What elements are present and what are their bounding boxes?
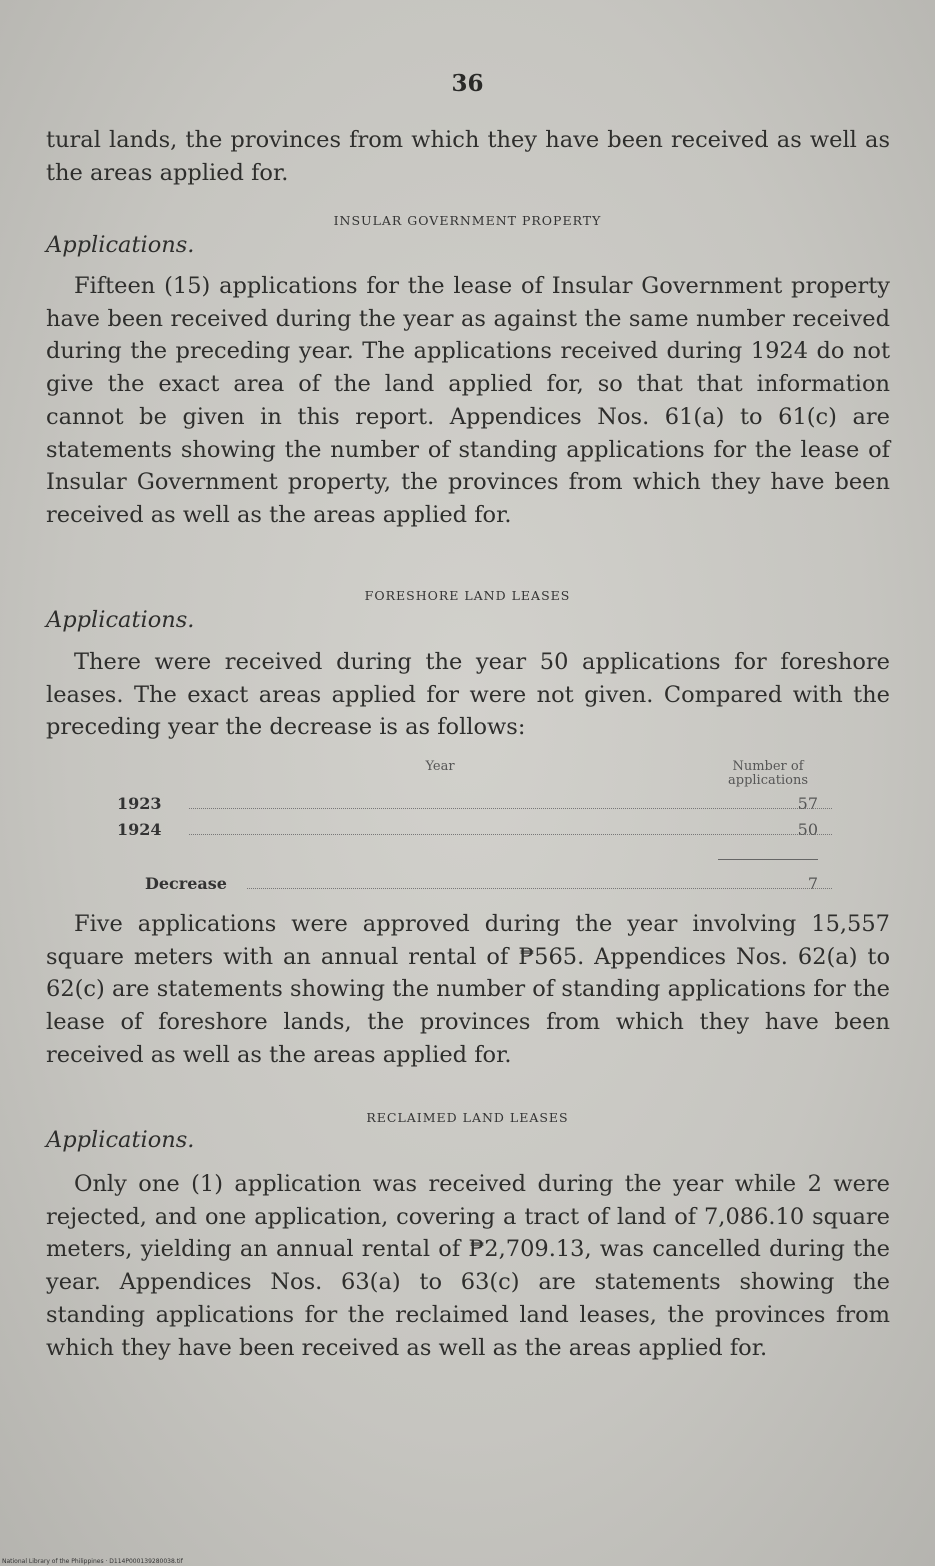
- dot-leader: [247, 888, 832, 889]
- table-total-rule: [718, 859, 818, 860]
- intro-paragraph: tural lands, the provinces from which they have been received as well as the areas applied for.: [46, 127, 890, 186]
- table-header-year: Year: [425, 759, 455, 774]
- foreshore-body-paragraph: There were received during the year 50 applications for foreshore leases. The exact areas applied for were not given. Compared with the preceding year the decrease is as follows:: [46, 649, 890, 741]
- dot-leader: [189, 808, 832, 809]
- page-number: 36: [451, 70, 484, 97]
- insular-body-paragraph: Fifteen (15) applications for the lease of Insular Government property have been received during the year as against the same number received during the preceding year. The applications received during 1924 do not give the exact area of the land applied for, so that that information cannot be given in this report. Appendices Nos. 61(a) to 61(c) are statements showing the number of standing applications for the lease of Insular Government property, the provinces from which they have been received as well as the areas applied for.: [46, 273, 890, 528]
- table-total-label: Decrease: [145, 874, 227, 893]
- subhead-foreshore-applications: Applications.: [46, 607, 195, 633]
- heading-insular-government-property: INSULAR GOVERNMENT PROPERTY: [333, 213, 602, 228]
- reclaimed-body-paragraph: Only one (1) application was received during the year while 2 were rejected, and one application, covering a tract of land of 7,086.10 square meters, yielding an annual rental of ₱2,709.13, was cancelled during the year. Appendices Nos. 63(a) to 63(c) are statements showing the standing applications for the reclaimed land leases, the provinces from which they have been received as well as the areas applied for.: [46, 1171, 890, 1361]
- table-row-value: 50: [797, 820, 818, 839]
- table-total-value: 7: [807, 874, 818, 893]
- table-row-label: 1924: [117, 820, 162, 839]
- table-row-value: 57: [797, 794, 818, 813]
- table-total-row: [117, 874, 820, 898]
- table-header-number-of-applications: Number of applications: [728, 759, 808, 788]
- scan-footer-credit: National Library of the Philippines · D114P000139280038.tif: [2, 1558, 183, 1565]
- subhead-reclaimed-applications: Applications.: [46, 1127, 195, 1153]
- heading-foreshore-land-leases: FORESHORE LAND LEASES: [364, 588, 571, 603]
- subhead-insular-applications: Applications.: [46, 232, 195, 258]
- table-row: [117, 820, 820, 844]
- foreshore-approvals-paragraph: Five applications were approved during the year involving 15,557 square meters with an annual rental of ₱565. Appendices Nos. 62(a) to 62(c) are statements showing the number of standing applications for the lease of foreshore lands, the provinces from which they have been received as well as the areas applied for.: [46, 911, 890, 1068]
- table-row: [117, 794, 820, 818]
- table-row-label: 1923: [117, 794, 162, 813]
- heading-reclaimed-land-leases: RECLAIMED LAND LEASES: [366, 1110, 569, 1125]
- dot-leader: [189, 834, 832, 835]
